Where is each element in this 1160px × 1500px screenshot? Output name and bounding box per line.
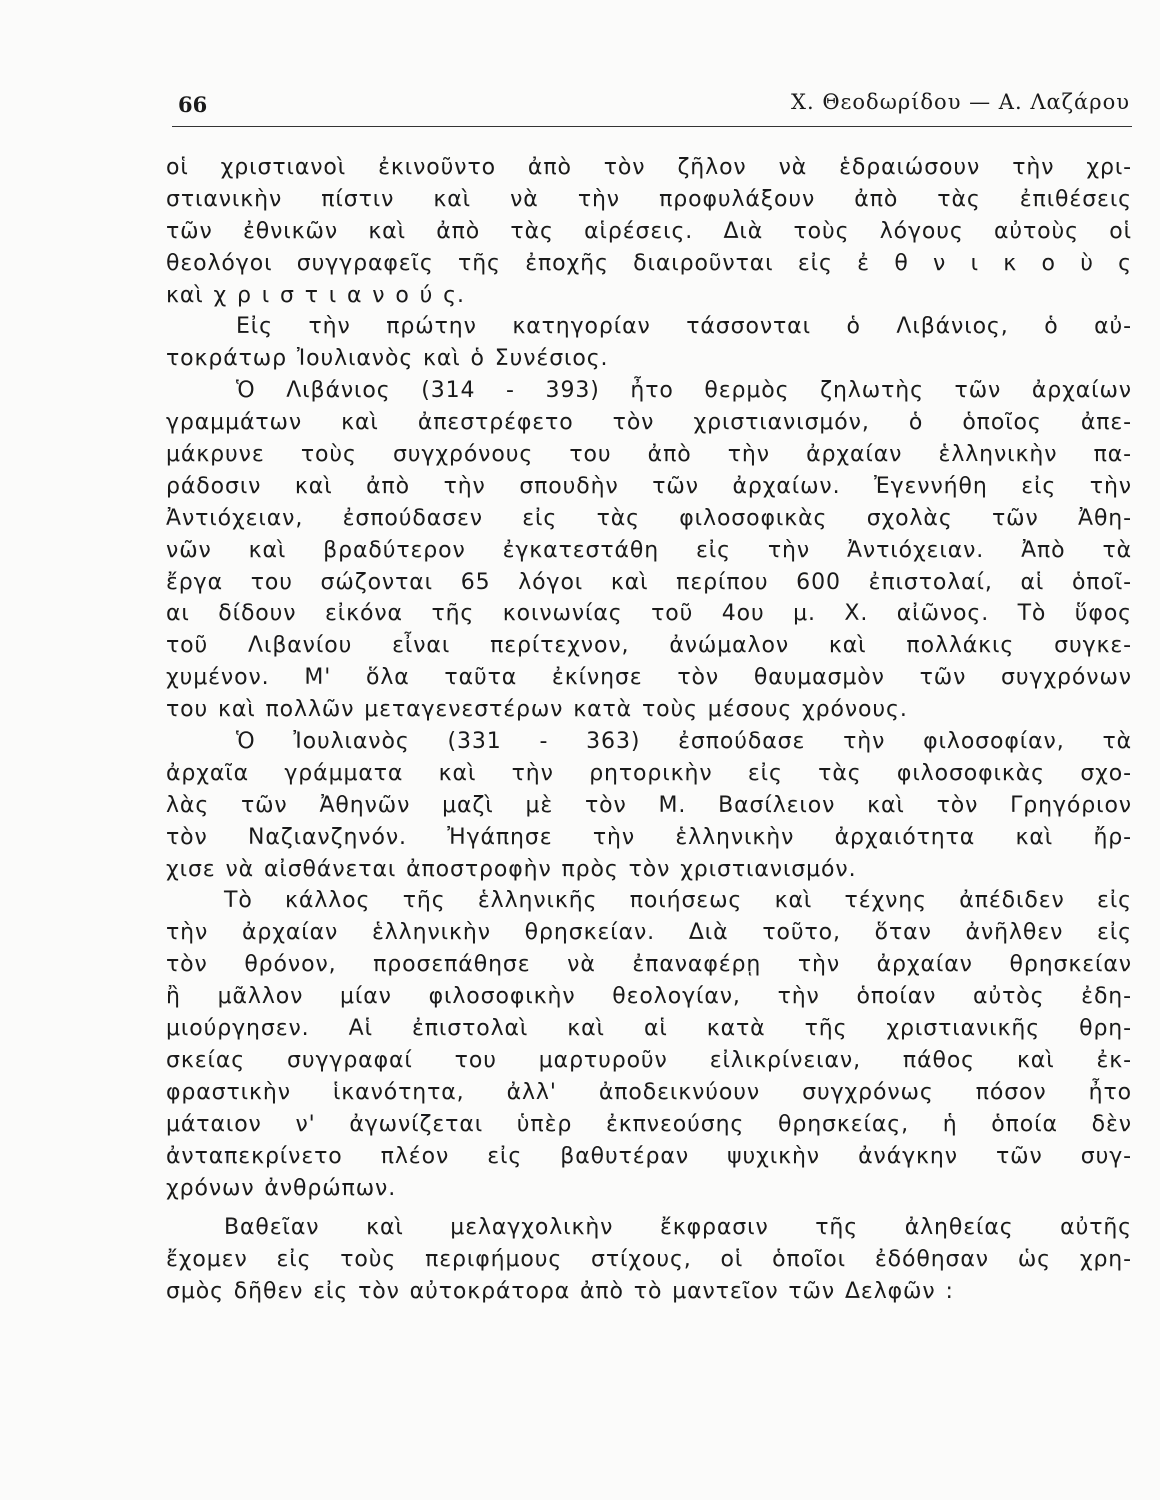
text-line: φραστικὴν ἱκανότητα, ἀλλ' ἀποδεικνύουν συγχρόνως πόσον ἦτο	[166, 1079, 1132, 1105]
text-line: χρόνων ἀνθρώπων.	[166, 1175, 397, 1201]
header-rule	[172, 126, 1132, 127]
text-line: Ὁ Λιβάνιος (314 - 393) ἦτο θερμὸς ζηλωτὴς τῶν ἀρχαίων	[236, 378, 1132, 404]
text-line: τοκράτωρ Ἰουλιανὸς καὶ ὁ Συνέσιος.	[166, 346, 609, 372]
running-head: Χ. Θεοδωρίδου — Α. Λαζάρου	[791, 90, 1130, 114]
text-line: ἀρχαῖα γράμματα καὶ τὴν ρητορικὴν εἰς τὰς φιλοσοφικὰς σχο-	[166, 760, 1132, 786]
text-line: χυμένον. Μ' ὅλα ταῦτα ἐκίνησε τὸν θαυμασμὸν τῶν συγχρόνων	[166, 665, 1132, 691]
text-line: τὴν ἀρχαίαν ἑλληνικὴν θρησκείαν. Διὰ τοῦτο, ὅταν ἀνῆλθεν εἰς	[166, 920, 1132, 946]
text-line: Τὸ κάλλος τῆς ἑλληνικῆς ποιήσεως καὶ τέχνης ἀπέδιδεν εἰς	[224, 888, 1132, 914]
text-line: μάταιον ν' ἀγωνίζεται ὑπὲρ ἐκπνεούσης θρησκείας, ἡ ὁποία δὲν	[166, 1111, 1132, 1137]
paragraph-gap	[166, 1204, 1132, 1212]
text-line: λὰς τῶν Ἀθηνῶν μαζὶ μὲ τὸν Μ. Βασίλειον καὶ τὸν Γρηγόριον	[166, 792, 1132, 818]
text-line: Βαθεῖαν καὶ μελαγχολικὴν ἔκφρασιν τῆς ἀληθείας αὐτῆς	[224, 1215, 1132, 1241]
page-header	[178, 88, 1130, 124]
text-line: τὸν Ναζιανζηνόν. Ἠγάπησε τὴν ἑλληνικὴν ἀρχαιότητα καὶ ἤρ-	[166, 824, 1132, 850]
text-line: οἱ χριστιανοὶ ἐκινοῦντο ἀπὸ τὸν ζῆλον νὰ ἑδραιώσουν τὴν χρι-	[166, 155, 1132, 180]
text-line: ἔργα του σώζονται 65 λόγοι καὶ περίπου 600 ἐπιστολαί, αἱ ὁποῖ-	[166, 569, 1132, 595]
text-line: του καὶ πολλῶν μεταγενεστέρων κατὰ τοὺς μέσους χρόνους.	[166, 697, 908, 723]
text-line: ράδοσιν καὶ ἀπὸ τὴν σπουδὴν τῶν ἀρχαίων. Ἐγεννήθη εἰς τὴν	[166, 473, 1132, 499]
text-line: ἢ μᾶλλον μίαν φιλοσοφικὴν θεολογίαν, τὴν ὁποίαν αὐτὸς ἐδη-	[166, 984, 1132, 1010]
text-line: Εἰς τὴν πρώτην κατηγορίαν τάσσονται ὁ Λιβάνιος, ὁ αὐ-	[236, 314, 1132, 340]
text-line: τῶν ἐθνικῶν καὶ ἀπὸ τὰς αἱρέσεις. Διὰ τοὺς λόγους αὐτοὺς οἱ	[166, 218, 1132, 244]
text-line: σμὸς δῆθεν εἰς τὸν αὐτοκράτορα ἀπὸ τὸ μαντεῖον τῶν Δελφῶν :	[166, 1279, 954, 1305]
text-line: τοῦ Λιβανίου εἶναι περίτεχνον, ἀνώμαλον καὶ πολλάκις συγκε-	[166, 633, 1132, 659]
text-line: μάκρυνε τοὺς συγχρόνους του ἀπὸ τὴν ἀρχαίαν ἑλληνικὴν πα-	[166, 442, 1132, 468]
text-line: ἀνταπεκρίνετο πλέον εἰς βαθυτέραν ψυχικὴν ἀνάγκην τῶν συγ-	[166, 1143, 1132, 1169]
text-line: στιανικὴν πίστιν καὶ νὰ τὴν προφυλάξουν ἀπὸ τὰς ἐπιθέσεις	[166, 186, 1132, 212]
text-line: καὶ χ ρ ι σ τ ι α ν ο ύ ς.	[166, 282, 465, 308]
text-line: Ὁ Ἰουλιανὸς (331 - 363) ἐσπούδασε τὴν φιλοσοφίαν, τὰ	[236, 729, 1132, 755]
text-line: θεολόγοι συγγραφεῖς τῆς ἐποχῆς διαιροῦνται εἰς ἐ θ ν ι κ ο ὺ ς	[166, 250, 1132, 276]
text-line: τὸν θρόνον, προσεπάθησε νὰ ἐπαναφέρῃ τὴν ἀρχαίαν θρησκείαν	[166, 952, 1132, 978]
text-line: γραμμάτων καὶ ἀπεστρέφετο τὸν χριστιανισμόν, ὁ ὁποῖος ἀπε-	[166, 410, 1132, 436]
text-line: σκείας συγγραφαί του μαρτυροῦν εἰλικρίνειαν, πάθος καὶ ἐκ-	[166, 1047, 1132, 1073]
body-text	[166, 152, 1132, 1308]
text-line: νῶν καὶ βραδύτερον ἐγκατεστάθη εἰς τὴν Ἀντιόχειαν. Ἀπὸ τὰ	[166, 537, 1132, 563]
text-line: μιούργησεν. Αἱ ἐπιστολαὶ καὶ αἱ κατὰ τῆς χριστιανικῆς θρη-	[166, 1016, 1132, 1042]
text-line: αι δίδουν εἰκόνα τῆς κοινωνίας τοῦ 4ου μ. Χ. αἰῶνος. Τὸ ὕφος	[166, 601, 1132, 627]
page-number: 66	[178, 92, 208, 117]
text-line: ἔχομεν εἰς τοὺς περιφήμους στίχους, οἱ ὁποῖοι ἐδόθησαν ὡς χρη-	[166, 1247, 1132, 1273]
text-line: χισε νὰ αἰσθάνεται ἀποστροφὴν πρὸς τὸν χριστιανισμόν.	[166, 856, 857, 882]
text-line: Ἀντιόχειαν, ἐσπούδασεν εἰς τὰς φιλοσοφικὰς σχολὰς τῶν Ἀθη-	[166, 505, 1132, 531]
